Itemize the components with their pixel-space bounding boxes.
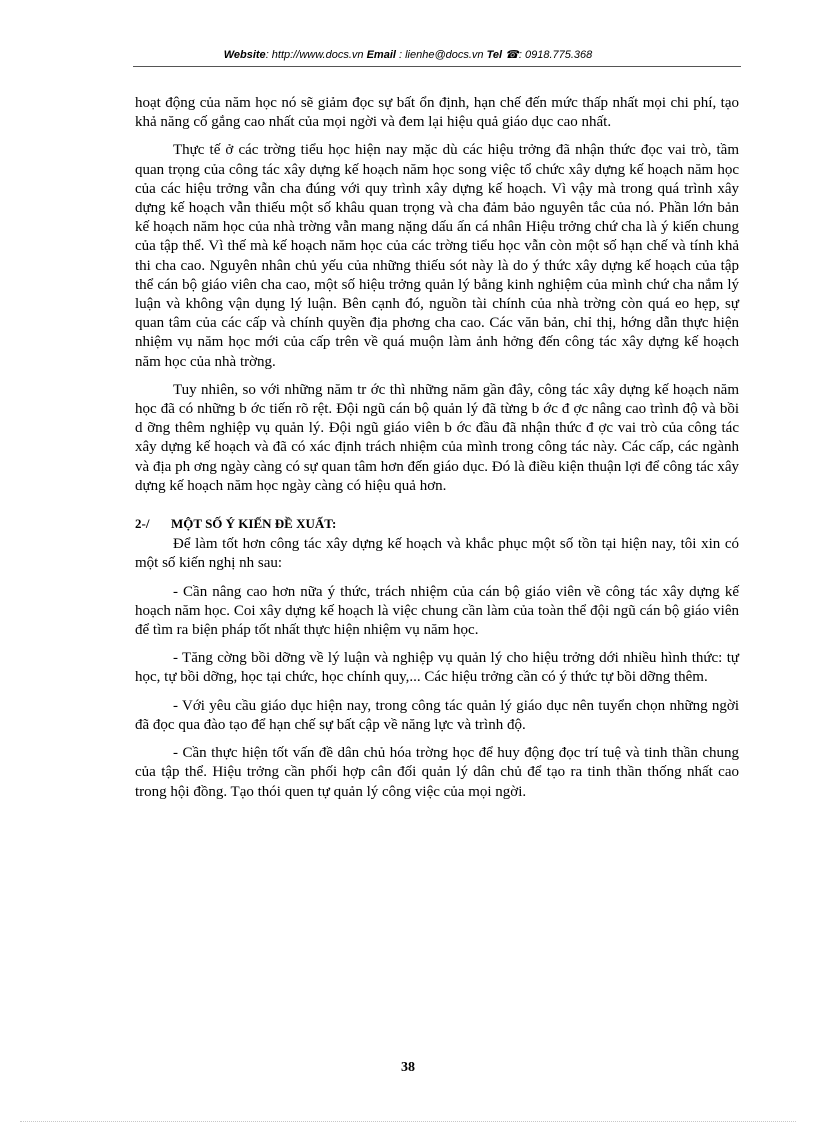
paragraph: Thực tế ở các trờng tiểu học hiện nay mặc dù các hiệu trởng đã nhận thức đọc vai trò, tầm quan trọng của công tác xây dựng kế hoạch năm học song việc tổ chức xây dựng kế hoạch năm học của các hiệu trởng vẫn cha đúng với quy trình xây dựng kế hoạch. Vì vậy mà trong quá trình xây dựng kế hoạch vẫn thiếu một số khâu quan trọng và cha đảm bảo nguyên tắc của nó. Phần lớn bản kế hoạch năm học của nhà trờng vẫn mang nặng dấu ấn cá nhân Hiệu trởng chứ cha là ý kiến chung của tập thể. Vì thế mà kế hoạch năm học của các trờng tiểu học vẫn còn một số hạn chế và tính khả thi cha cao. Nguyên nhân chủ yếu của những thiếu sót này là do ý thức xây dựng kế hoạch của tập thể cán bộ giáo viên cha cao, một số hiệu trởng quản lý bằng kinh nghiệm của mình chứ cha nắm lý luận và không vận dụng lý luận. Bên cạnh đó, nguồn tài chính của nhà trờng còn quá eo hẹp, sự quan tâm của các cấp và chính quyền địa phơng cha cao. Các văn bản, chỉ thị, hớng dẫn thực hiện nhiệm vụ năm học mới của cấp trên về quá muộn làm ảnh hởng đến công tác xây dựng kế hoạch năm học của nhà trờng. <box>135 142 739 370</box>
page-header <box>0 48 816 61</box>
tel-label: Tel <box>486 49 503 61</box>
tel-value: : 0918.775.368 <box>518 49 593 61</box>
page-bottom-border <box>20 1121 796 1122</box>
recommendation-item: - Cần thực hiện tốt vấn đề dân chủ hóa trờng học để huy động đọc trí tuệ và tinh thần chung của tập thể. Hiệu trởng cần phối hợp cân đối quản lý dân chủ để tạo ra tinh thần thống nhất cao trong hội đồng. Tạo thói quen tự quản lý công việc của mọi ngời. <box>135 745 739 800</box>
recommendation-item: - Với yêu cầu giáo dục hiện nay, trong công tác quản lý giáo dục nên tuyển chọn những ngời đã đọc qua đào tạo để hạn chế sự bất cập về năng lực và trình độ. <box>135 697 739 733</box>
page-number: 38 <box>401 1060 415 1075</box>
section-number: 2-/ <box>135 516 150 532</box>
website-value: : http://www.docs.vn <box>265 49 364 61</box>
paragraph: hoạt động của năm học nó sẽ giảm đọc sự bất ổn định, hạn chế đến mức thấp nhất mọi chi phí, tạo khả năng cố gắng cao nhất của mọi ngời và đem lại hiệu quả giáo dục cao nhất. <box>135 95 739 131</box>
email-label: Email <box>366 49 396 61</box>
section-heading <box>135 514 739 533</box>
document-body <box>135 94 739 811</box>
website-label: Website <box>223 49 266 61</box>
paragraph: Tuy nhiên, so với những năm tr ớc thì những năm gần đây, công tác xây dựng kế hoạch năm học đã có những b ớc tiến rõ rệt. Đội ngũ cán bộ quản lý đã từng b ớc đ ợc nâng cao trình độ và bồi d ỡng thêm nghiệp vụ quản lý. Đội ngũ giáo viên b ớc đầu đã nhận thức đ ợc vai trò của công tác xây dựng kế hoạch và đã có xác định trách nhiệm của mình trong công tác này. Các cấp, các ngành và địa ph ơng ngày càng có sự quan tâm hơn đến giáo dục. Đó là điều kiện thuận lợi để công tác xây dựng kế hoạch năm học ngày càng có hiệu quả hơn. <box>135 381 739 494</box>
recommendation-item: - Tăng cờng bồi dỡng về lý luận và nghiệp vụ quản lý cho hiệu trởng dới nhiều hình thức: tự học, tự bồi dỡng, học tại chức, học chính quy,... Các hiệu trởng cần có ý thức tự bồi dỡng thêm. <box>135 650 739 686</box>
email-value: : lienhe@docs.vn <box>399 49 484 61</box>
recommendation-item: - Cần nâng cao hơn nữa ý thức, trách nhiệm của cán bộ giáo viên về công tác xây dựng kế hoạch năm học. Coi xây dựng kế hoạch là việc chung cần làm của toàn thể đội ngũ cán bộ giáo viên để tìm ra biện pháp tốt nhất thực hiện nhiệm vụ năm học. <box>135 583 739 639</box>
section-title: MỘT SỐ Ý KIẾN ĐỀ XUẤT: <box>171 516 337 532</box>
header-divider <box>133 66 741 67</box>
paragraph: Để làm tốt hơn công tác xây dựng kế hoạch và khắc phục một số tồn tại hiện nay, tôi xin có một số kiến nghị nh sau: <box>135 536 739 572</box>
phone-icon: ☎ <box>505 49 519 61</box>
